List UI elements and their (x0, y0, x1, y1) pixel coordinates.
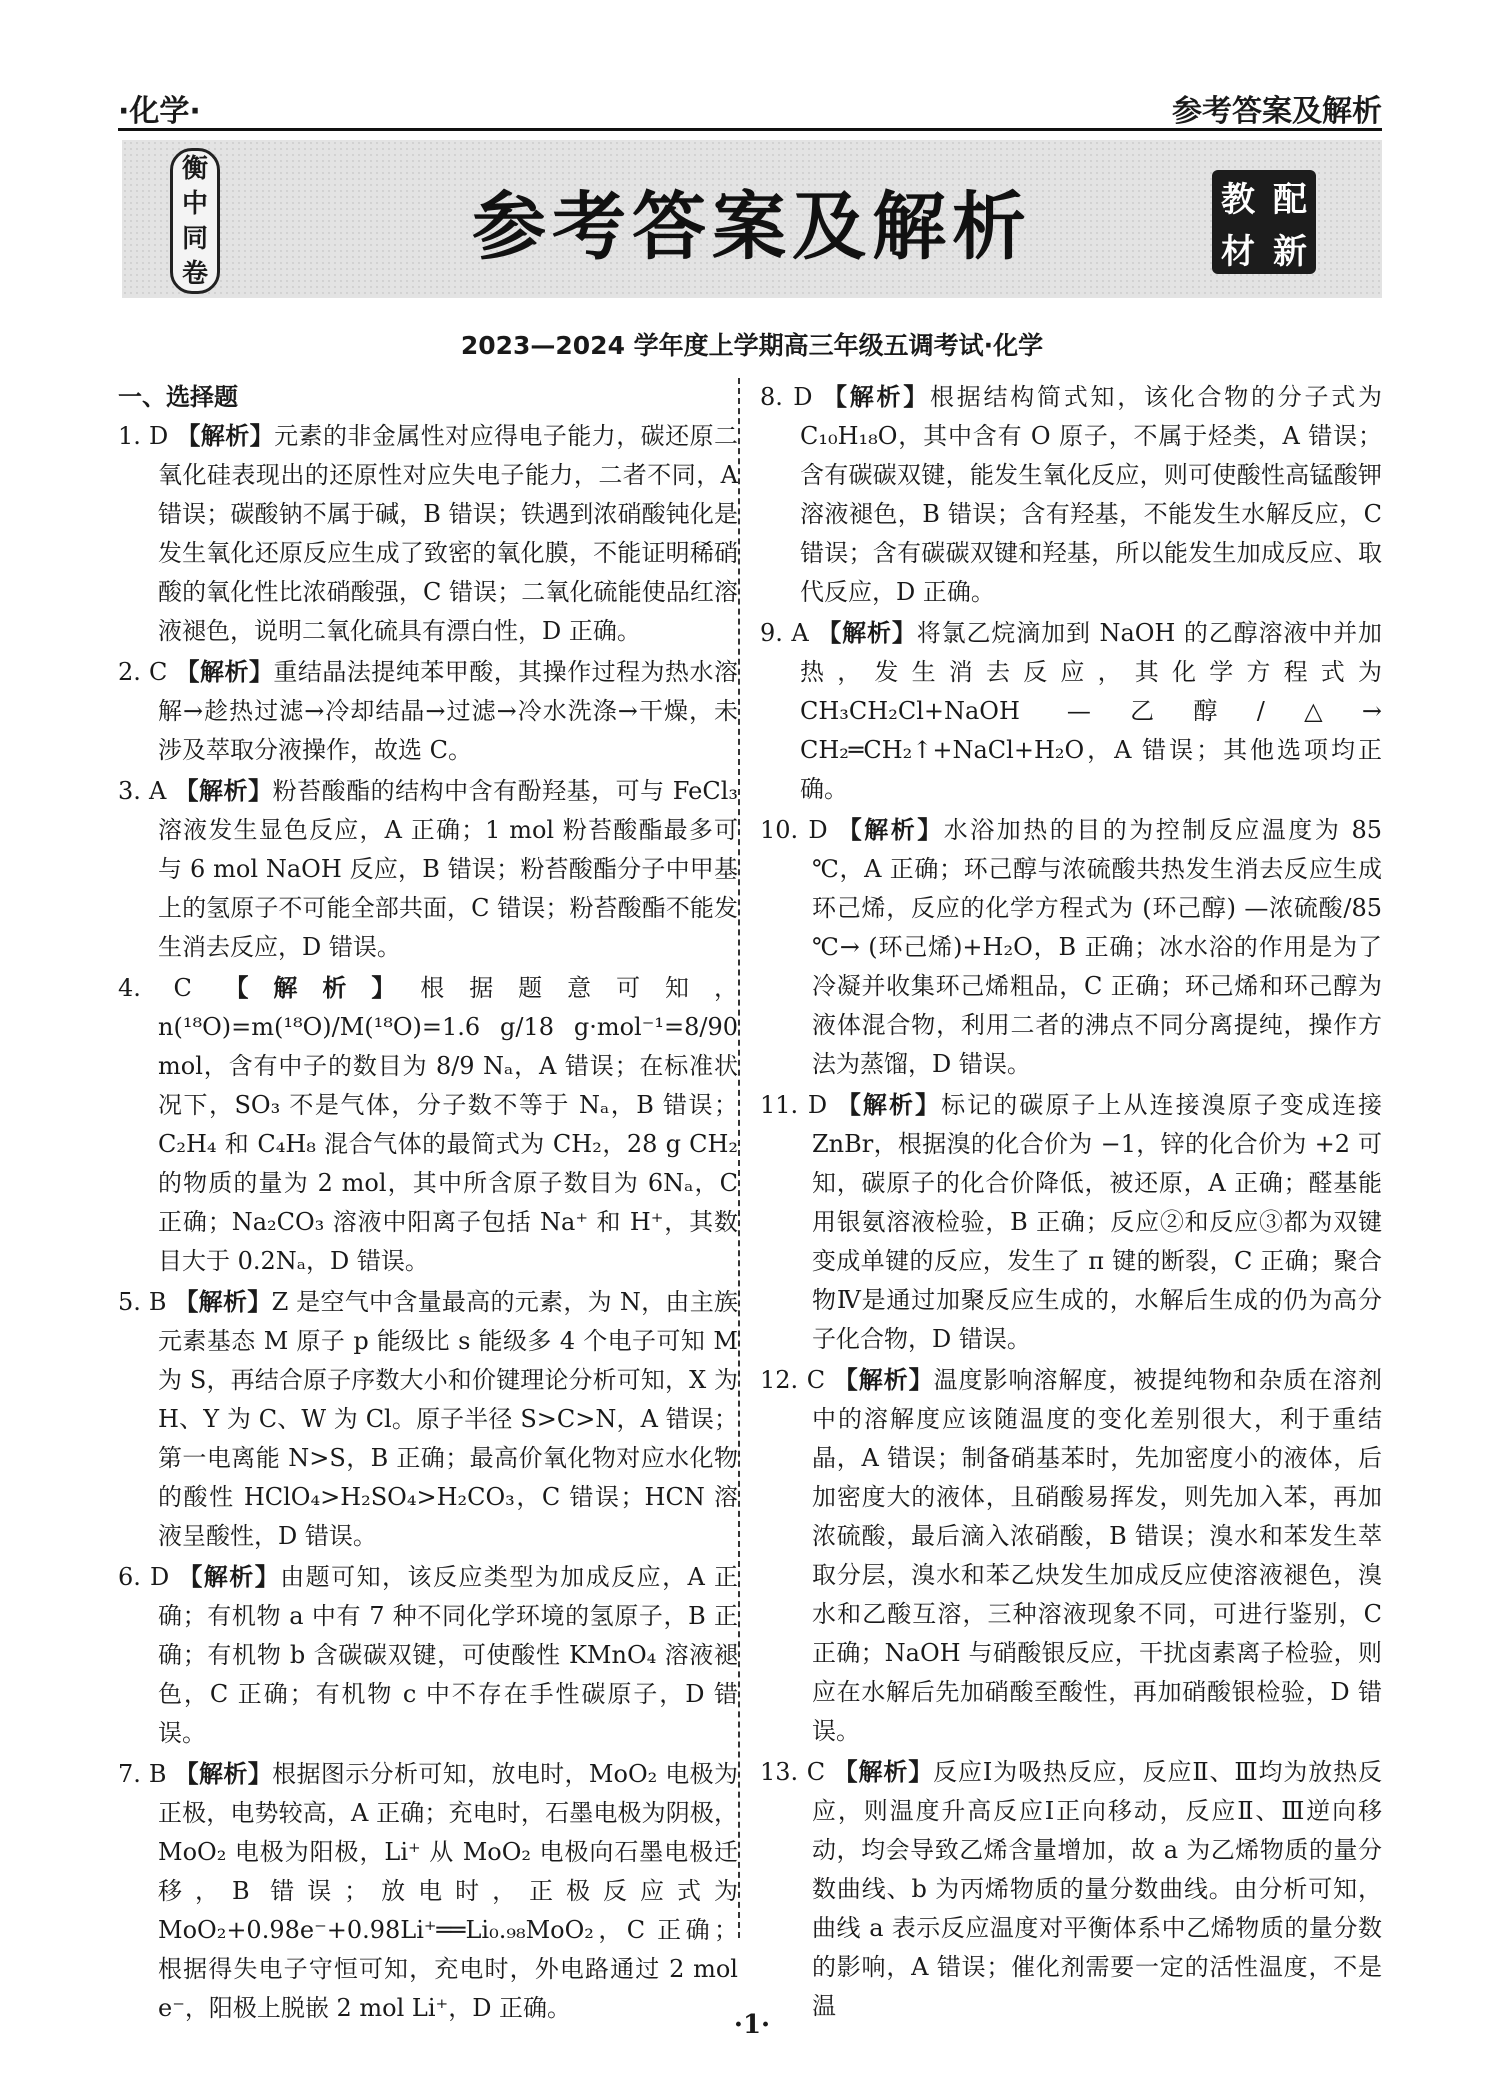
header-subject: ·化学· (118, 94, 201, 129)
exam-subtitle: 2023—2024 学年度上学期高三年级五调考试·化学 (460, 331, 1044, 360)
right-column (760, 378, 1382, 2028)
column-divider (738, 378, 740, 1938)
seal-char: 衡 (181, 153, 208, 184)
answer-item: 7. B 【解析】根据图示分析可知，放电时，MoO₂ 电极为正极，电势较高，A 正确；充电时，石墨电极为阴极，MoO₂ 电极为阳极，Li⁺ 从 MoO₂ 电极向石墨电极迁移，B 错误；放电时，正极反应式为 MoO₂+0.98e⁻+0.98Li⁺══Li₀.₉₈MoO₂，C 正确；根据得失电子守恒可知，充电时，外电路通过 2 mol e⁻，阳极上脱嵌 2 mol Li⁺，D 正确。 (118, 1760, 739, 2022)
answer-item: 11. D 【解析】标记的碳原子上从连接溴原子变成连接 ZnBr，根据溴的化合价为 −1，锌的化合价为 +2 可知，碳原子的化合价降低，被还原，A 正确；醛基能用银氨溶液检验，B 正确；反应②和反应③都为双键变成单键的反应，发生了 π 键的断裂，C 正确；聚合物Ⅳ是通过加聚反应生成的，水解后生成的仍为高分子化合物，D 错误。 (760, 1091, 1383, 1353)
seal-char: 同 (181, 223, 208, 254)
answer-item: 12. C 【解析】温度影响溶解度，被提纯物和杂质在溶剂中的溶解度应该随温度的变化差别很大，利于重结晶，A 错误；制备硝基苯时，先加密度小的液体，后加密度大的液体，且硝酸易挥发，则先加入苯，再加浓硫酸，最后滴入浓硝酸，B 错误；溴水和苯发生萃取分层，溴水和苯乙炔发生加成反应使溶液褪色，溴水和乙酸互溶，三种溶液现象不同，可进行鉴别，C 正确；NaOH 与硝酸银反应，干扰卤素离子检验，则应在水解后先加硝酸至酸性，再加硝酸银检验，D 错误。 (760, 1366, 1382, 1745)
answer-item: 3. A 【解析】粉苔酸酯的结构中含有酚羟基，可与 FeCl₃ 溶液发生显色反应，A 正确；1 mol 粉苔酸酯最多可与 6 mol NaOH 反应，B 错误；粉苔酸酯分子中甲基上的氢原子不可能全部共面，C 错误；粉苔酸酯不能发生消去反应，D 错误。 (118, 777, 738, 961)
header-title: 参考答案及解析 (1172, 94, 1382, 129)
seal-char: 卷 (181, 258, 208, 289)
title-banner (122, 140, 1382, 298)
stamp-logo (1212, 170, 1316, 274)
header-rule (118, 128, 1382, 131)
answer-item: 1. D 【解析】元素的非金属性对应得电子能力，碳还原二氧化硅表现出的还原性对应失电子能力，二者不同，A 错误；碳酸钠不属于碱，B 错误；铁遇到浓硝酸钝化是发生氧化还原反应生成了致密的氧化膜，不能证明稀硝酸的氧化性比浓硝酸强，C 错误；二氧化硫能使品红溶液褪色，说明二氧化硫具有漂白性，D 正确。 (118, 422, 738, 645)
answer-item: 13. C 【解析】反应Ⅰ为吸热反应，反应Ⅱ、Ⅲ均为放热反应，则温度升高反应Ⅰ正向移动，反应Ⅱ、Ⅲ逆向移动，均会导致乙烯含量增加，故 a 为乙烯物质的量分数曲线、b 为丙烯物质的量分数曲线。由分析可知，曲线 a 表示反应温度对平衡体系中乙烯物质的量分数的影响，A 错误；催化剂需要一定的活性温度，不是温 (760, 1758, 1382, 2020)
page-number: ·1· (733, 2010, 771, 2040)
section-heading: 一、选择题 (118, 383, 238, 411)
answer-item: 2. C 【解析】重结晶法提纯苯甲酸，其操作过程为热水溶解→趁热过滤→冷却结晶→过滤→冷水洗涤→干燥，未涉及萃取分液操作，故选 C。 (118, 658, 738, 764)
answer-item: 10. D 【解析】水浴加热的目的为控制反应温度为 85 ℃，A 正确；环己醇与浓硫酸共热发生消去反应生成环己烯，反应的化学方程式为 (环己醇) —浓硫酸/85 ℃→ (环己烯)+H₂O，B 正确；冰水浴的作用是为了冷凝并收集环己烯粗品，C 正确；环己烯和环己醇为液体混合物，利用二者的沸点不同分离提纯，操作方法为蒸馏，D 错误。 (760, 816, 1382, 1078)
stamp-char: 材 (1221, 231, 1255, 272)
answer-item: 5. B 【解析】Z 是空气中含量最高的元素，为 N，由主族元素基态 M 原子 p 能级比 s 能级多 4 个电子可知 M 为 S，再结合原子序数大小和价键理论分析可知，X 为 H、Y 为 C、W 为 Cl。原子半径 S>C>N，A 错误；第一电离能 N>S，B 正确；最高价氧化物对应水化物的酸性 HClO₄>H₂SO₄>H₂CO₃，C 错误；HCN 溶液呈酸性，D 错误。 (118, 1288, 738, 1550)
answer-item: 6. D 【解析】由题可知，该反应类型为加成反应，A 正确；有机物 a 中有 7 种不同化学环境的氢原子，B 正确；有机物 b 含碳碳双键，可使酸性 KMnO₄ 溶液褪色，C 正确；有机物 c 中不存在手性碳原子，D 错误。 (118, 1563, 738, 1747)
left-column (118, 378, 738, 2030)
stamp-char: 配 (1273, 179, 1307, 220)
seal-char: 中 (181, 188, 208, 219)
banner-title: 参考答案及解析 (472, 184, 1032, 270)
stamp-char: 教 (1221, 179, 1255, 220)
answer-item: 8. D 【解析】根据结构简式知，该化合物的分子式为 C₁₀H₁₈O，其中含有 O 原子，不属于烃类，A 错误；含有碳碳双键，能发生氧化反应，则可使酸性高锰酸钾溶液褪色，B 错误；含有羟基，不能发生水解反应，C 错误；含有碳碳双键和羟基，所以能发生加成反应、取代反应，D 正确。 (760, 383, 1382, 606)
stamp-char: 新 (1273, 231, 1307, 272)
answer-item: 9. A 【解析】将氯乙烷滴加到 NaOH 的乙醇溶液中并加热，发生消去反应，其化学方程式为 CH₃CH₂Cl+NaOH —乙醇/△→ CH₂═CH₂↑+NaCl+H₂O，A 错误；其他选项均正确。 (760, 619, 1383, 803)
answer-item: 4. C 【解析】根据题意可知，n(¹⁸O)=m(¹⁸O)/M(¹⁸O)=1.6 g/18 g·mol⁻¹=8/90 mol，含有中子的数目为 8/9 Nₐ，A 错误；在标准状况下，SO₃ 不是气体，分子数不等于 Nₐ，B 错误；C₂H₄ 和 C₄H₈ 混合气体的最简式为 CH₂，28 g CH₂ 的物质的量为 2 mol，其中所含原子数目为 6Nₐ，C 正确；Na₂CO₃ 溶液中阳离子包括 Na⁺ 和 H⁺，其数目大于 0.2Nₐ，D 错误。 (118, 974, 738, 1275)
